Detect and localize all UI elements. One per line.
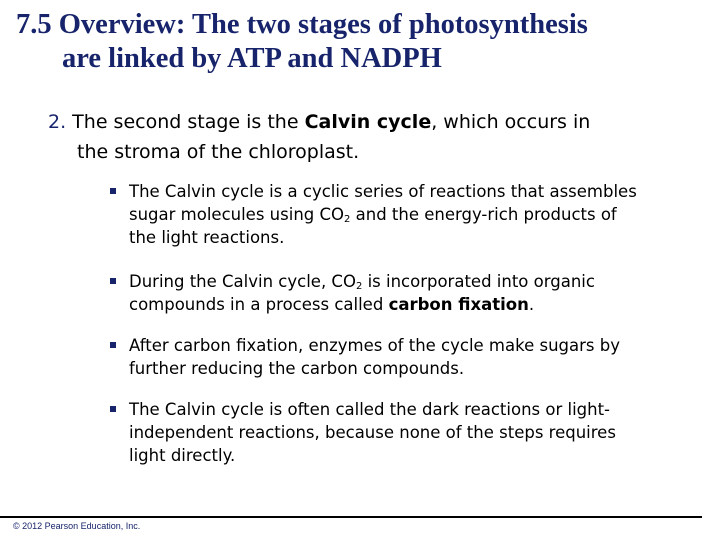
square-bullet-icon [110, 278, 116, 284]
bullet-3-line-2: further reducing the carbon compounds. [129, 359, 465, 378]
bullet-1-line-3: the light reactions. [129, 228, 285, 247]
point-text-before: The second stage is the [66, 111, 305, 133]
bullet-2-line-2-a: compounds in a process called [129, 295, 389, 314]
footer-divider [0, 516, 702, 518]
bullet-4-line-3: light directly. [129, 446, 236, 465]
bullet-1-line-1: The Calvin cycle is a cyclic series of reactions that assembles [129, 182, 637, 201]
bullet-2-line-1-a: During the Calvin cycle, CO [129, 272, 356, 291]
point-line-2: the stroma of the chloroplast. [77, 141, 360, 163]
bullet-2-line-1 [129, 270, 690, 293]
bullet-4-line-2: independent reactions, because none of the steps requires [129, 423, 616, 442]
bullet-item [110, 334, 690, 398]
bullet-item [110, 180, 690, 270]
bullet-1-subscript: 2 [344, 214, 351, 225]
point-number: 2. [48, 111, 67, 133]
bullet-4-line-1: The Calvin cycle is often called the dark reactions or light- [129, 400, 611, 419]
slide-title [16, 8, 706, 76]
bullet-1-line-2-a: sugar molecules using CO [129, 205, 344, 224]
square-bullet-icon [110, 342, 116, 348]
slide-title-line-1: 7.5 Overview: The two stages of photosynthesis [16, 9, 588, 40]
point-bold-term: Calvin cycle [304, 111, 432, 133]
bullet-2-line-2-b: . [528, 295, 535, 314]
point-text-after: , which occurs in [431, 111, 591, 133]
slide-title-line-2: are linked by ATP and NADPH [62, 43, 442, 74]
bullet-2-line-1-b: is incorporated into organic [362, 272, 595, 291]
bullet-1-line-2-b: and the energy-rich products of [350, 205, 617, 224]
bullet-3-line-1: After carbon fixation, enzymes of the cycle make sugars by [129, 336, 620, 355]
point-line-1 [48, 107, 688, 137]
bullet-list [110, 180, 690, 467]
bullet-1-line-2 [129, 203, 690, 226]
numbered-point-2 [48, 107, 688, 167]
bullet-2-line-2 [129, 293, 690, 316]
square-bullet-icon [110, 406, 116, 412]
bullet-item [110, 398, 690, 467]
copyright-notice: © 2012 Pearson Education, Inc. [13, 521, 141, 531]
bullet-2-subscript: 2 [355, 281, 363, 292]
square-bullet-icon [110, 188, 116, 194]
bullet-2-bold-term: carbon fixation [388, 295, 529, 314]
bullet-item [110, 270, 690, 334]
